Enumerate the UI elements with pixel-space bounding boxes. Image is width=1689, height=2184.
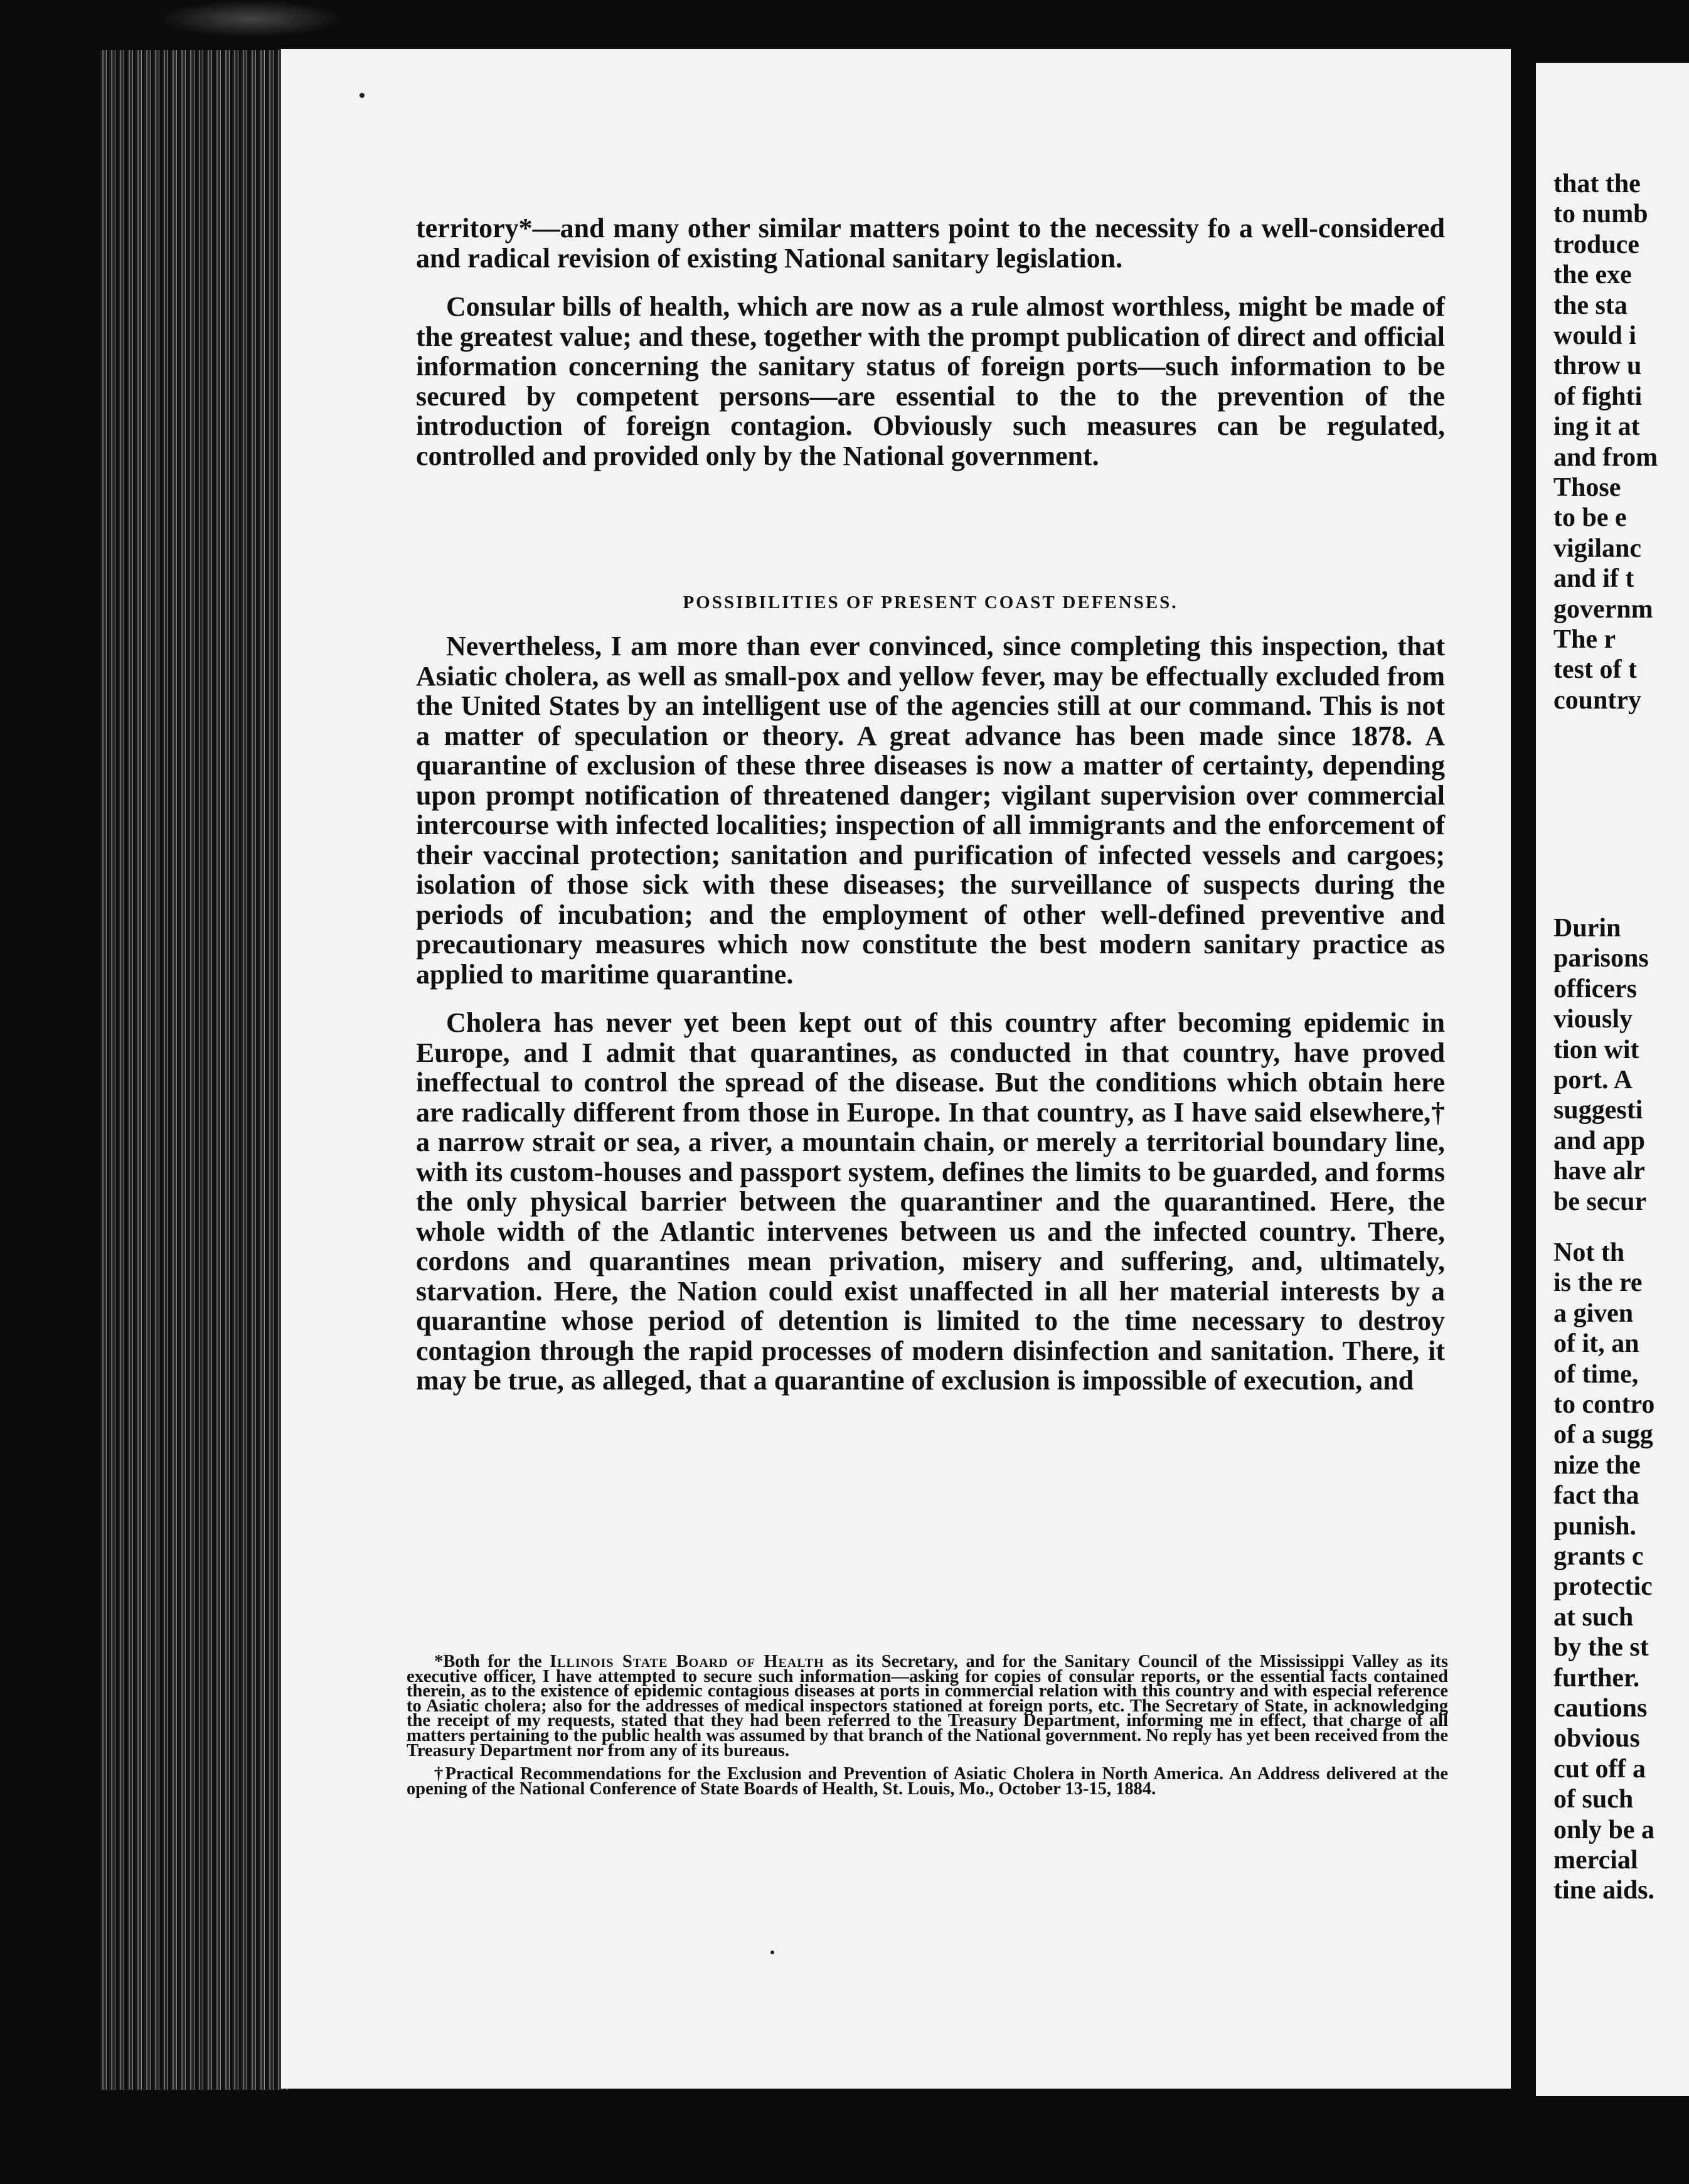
- right-page-line: Those: [1553, 473, 1621, 502]
- footnote-org-name: Illinois State Board of Health: [550, 1652, 824, 1671]
- right-page-line: governm: [1553, 594, 1653, 624]
- right-page-line: suggesti: [1553, 1096, 1643, 1125]
- footnote-asterisk-prefix: *Both for the: [434, 1652, 550, 1671]
- right-page-line: the exe: [1553, 260, 1632, 290]
- right-page-line: The r: [1553, 625, 1616, 654]
- right-page-line: to be e: [1553, 503, 1627, 533]
- section-heading: POSSIBILITIES OF PRESENT COAST DEFENSES.: [683, 592, 1178, 613]
- right-page-line: port. A: [1553, 1066, 1633, 1095]
- right-page-line: further.: [1553, 1663, 1640, 1693]
- main-section: [416, 631, 1445, 1396]
- footnote-asterisk: [407, 1654, 1448, 1758]
- right-page-line: officers: [1553, 974, 1637, 1004]
- paragraph-continuation: territory*—and many other similar matters point to the necessity fo a well-considered and radical revision of existing National sanitary legislation.: [416, 213, 1445, 274]
- footnote-asterisk-body: as its Secretary, and for the Sanitary Council of the Mississippi Valley as its executive officer, I have attempted to secure such information—asking for copies of consular reports, or the essential facts contained therein, as to the existence of epidemic contagious diseases at ports in commercial relation with this country and with especial reference to Asiatic cholera; also for the addresses of medical inspectors stationed at foreign ports, etc. The Secretary of State, in acknowledging the receipt of my requests, stated that they had been referred to the Treasury Department, informing me in effect, that charge of all matters pertaining to the public health was assumed by that branch of the National government. No reply has yet been received from the Treasury Department nor from any of its bureaus.: [407, 1652, 1449, 1760]
- right-page-line: of a sugg: [1553, 1420, 1653, 1450]
- footnote-dagger: †Practical Recommendations for the Exclusion and Prevention of Asiatic Cholera in North America. An Address delivered at the opening of the National Conference of State Boards of Health, St. Louis, Mo., October 13-15, 1884.: [407, 1764, 1448, 1799]
- right-page-line: test of t: [1553, 655, 1637, 685]
- right-page-line: Durin: [1553, 914, 1621, 943]
- right-page-line: cut off a: [1553, 1754, 1646, 1784]
- right-page-line: obvious: [1553, 1724, 1640, 1753]
- opening-section: [416, 213, 1445, 471]
- right-page-line: vigilanc: [1553, 533, 1642, 563]
- right-page-line: would i: [1553, 321, 1636, 350]
- paragraph-consular-bills: Consular bills of health, which are now as a rule almost worthless, might be made of the greatest value; and these, together with the prompt publication of direct and official information concerning the sanitary status of foreign ports—such information to be secured by competent persons—are essential to the to the prevention of the introduction of foreign contagion. Obviously such measures can be regulated, controlled and provided only by the National government.: [416, 291, 1445, 471]
- right-page-line: tine aids.: [1553, 1876, 1655, 1905]
- right-page-line: throw u: [1553, 351, 1642, 381]
- right-page-line: troduce: [1553, 230, 1639, 259]
- right-page-line: tion wit: [1553, 1035, 1639, 1064]
- speck-mark: [770, 1951, 774, 1954]
- right-page-line: and if t: [1553, 564, 1634, 594]
- right-page-line: fact tha: [1553, 1481, 1639, 1511]
- right-page-line: cautions: [1553, 1694, 1648, 1723]
- right-page-line: protectic: [1553, 1572, 1653, 1602]
- right-page-line: to numb: [1553, 200, 1648, 229]
- right-page-line: and from: [1553, 442, 1658, 472]
- right-page-line: the sta: [1553, 291, 1628, 320]
- right-page-line: of time,: [1553, 1359, 1639, 1389]
- right-page-line: at such: [1553, 1602, 1634, 1632]
- right-page-fragment: [1536, 63, 1689, 2096]
- left-page: [279, 49, 1511, 2089]
- scan-shadow: [157, 0, 345, 38]
- right-page-line: a given: [1553, 1298, 1634, 1328]
- right-page-line: of it, an: [1553, 1329, 1639, 1359]
- right-page-line: to contro: [1553, 1390, 1655, 1419]
- right-page-line: by the st: [1553, 1633, 1649, 1662]
- right-page-line: mercial: [1553, 1846, 1638, 1875]
- right-page-line: parisons: [1553, 944, 1649, 973]
- speck-mark: [360, 93, 365, 98]
- right-page-line: have alr: [1553, 1157, 1645, 1186]
- right-page-line: that the: [1553, 169, 1641, 198]
- right-page-line: is the re: [1553, 1268, 1643, 1298]
- book-binding-edge: [100, 50, 289, 2090]
- right-page-line: and app: [1553, 1126, 1645, 1155]
- right-page-line: of such: [1553, 1785, 1634, 1814]
- right-page-line: grants c: [1553, 1542, 1644, 1571]
- right-page-line: viously: [1553, 1005, 1633, 1034]
- right-page-line: country: [1553, 685, 1641, 715]
- paragraph-nevertheless: Nevertheless, I am more than ever convinced, since completing this inspection, that Asiatic cholera, as well as small-pox and yellow fever, may be effectually excluded from the United States by an intelligent use of the agencies still at our command. This is not a matter of speculation or theory. A great advance has been made since 1878. A quarantine of exclusion of these three diseases is now a matter of certainty, depending upon prompt notification of threatened danger; vigilant supervision over commercial intercourse with infected localities; inspection of all immigrants and the enforcement of their vaccinal protection; sanitation and purification of infected vessels and cargoes; isolation of those sick with these diseases; the surveillance of suspects during the periods of incubation; and the employment of other well-defined preventive and precautionary measures which now constitute the best modern sanitary practice as applied to maritime quarantine.: [416, 631, 1445, 990]
- right-page-line: be secur: [1553, 1187, 1647, 1216]
- paragraph-cholera: Cholera has never yet been kept out of this country after becoming epidemic in Europe, and I admit that quarantines, as conducted in that country, have proved ineffectual to control the spread of the disease. But the conditions which obtain here are radically different from those in Europe. In that country, as I have said elsewhere,† a narrow strait or sea, a river, a mountain chain, or merely a territorial boundary line, with its custom-houses and passport system, defines the limits to be guarded, and forms the only physical barrier between the quarantiner and the quarantined. Here, the whole width of the Atlantic intervenes between us and the infected country. There, cordons and quarantines mean privation, misery and suffering, and, ultimately, starvation. Here, the Nation could exist unaffected in all her material interests by a quarantine whose period of detention is limited to the time necessary to destroy contagion through the rapid processes of modern disinfection and sanitation. There, it may be true, as alleged, that a quarantine of exclusion is impossible of execution, and: [416, 1007, 1445, 1396]
- right-page-line: nize the: [1553, 1450, 1641, 1480]
- right-page-line: of fighti: [1553, 382, 1643, 411]
- right-page-line: punish.: [1553, 1511, 1636, 1541]
- right-page-line: only be a: [1553, 1815, 1655, 1844]
- right-page-line: ing it at: [1553, 412, 1640, 442]
- right-page-line: Not th: [1553, 1238, 1625, 1267]
- footnotes: [407, 1652, 1449, 1799]
